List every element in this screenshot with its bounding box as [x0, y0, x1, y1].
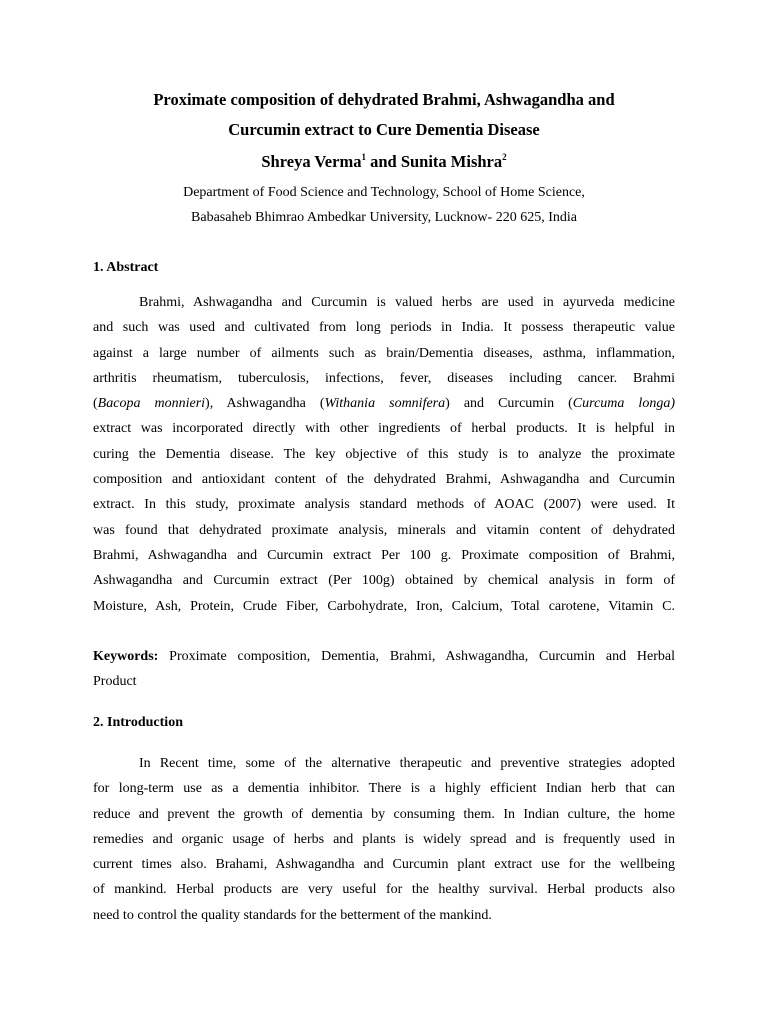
author-1: Shreya Verma — [261, 152, 362, 171]
author-2-affiliation-mark: 2 — [502, 152, 507, 162]
abstract-line: extract. In this study, proximate analysis standard methods of AOAC (2007) were used. It — [93, 497, 675, 513]
abstract-line-species — [93, 391, 675, 416]
introduction-line: In Recent time, some of the alternative therapeutic and preventive strategies adopted — [139, 756, 675, 771]
abstract-line: composition and antioxidant content of the dehydrated Brahmi, Ashwagandha and Curcumin — [93, 472, 675, 488]
abstract-line: against a large number of ailments such as brain/Dementia diseases, asthma, inflammation, — [93, 345, 675, 361]
author-conjunction: and — [365, 152, 401, 171]
species-name-curcuma: Curcuma longa) — [572, 396, 675, 412]
abstract-line: curing the Dementia disease. The key objective of this study is to analyze the proximate — [93, 446, 675, 462]
abstract-line: Ashwagandha and Curcumin extract (Per 100g) obtained by chemical analysis in form of — [93, 573, 675, 589]
introduction-line: remedies and organic usage of herbs and plants is widely spread and is frequently used in — [93, 831, 675, 847]
keywords-line-1 — [93, 644, 675, 669]
abstract-line: extract was incorporated directly with other ingredients of herbal products. It is helpful in — [93, 421, 675, 437]
abstract-line: and such was used and cultivated from long periods in India. It possess therapeutic value — [93, 320, 675, 336]
introduction-line: current times also. Brahami, Ashwagandha and Curcumin plant extract use for the wellbeing — [93, 857, 675, 873]
introduction-line: need to control the quality standards for the betterment of the mankind. — [93, 907, 492, 923]
species-text: ( — [93, 396, 98, 412]
introduction-line: for long-term use as a dementia inhibitor. There is a highly efficient Indian herb that can — [93, 781, 675, 797]
species-name-withania: Withania somnifera — [324, 396, 446, 412]
author-1-affiliation-mark: 1 — [361, 152, 366, 162]
abstract-line: was found that dehydrated proximate analysis, minerals and vitamin content of dehydrated — [93, 522, 675, 538]
species-text: ), Ashwagandha ( — [205, 396, 325, 412]
abstract-line: Brahmi, Ashwagandha and Curcumin extract Per 100 g. Proximate composition of Brahmi, — [93, 547, 675, 563]
paper-title-line-1: Proximate composition of dehydrated Brahmi, Ashwagandha and — [153, 90, 615, 109]
keywords-label: Keywords: — [93, 649, 159, 664]
abstract-paragraph — [93, 290, 675, 619]
affiliation-line-1: Department of Food Science and Technology, School of Home Science, — [183, 185, 585, 200]
keywords-line-2: Product — [93, 674, 137, 690]
introduction-line: of mankind. Herbal products are very useful for the healthy survival. Herbal products also — [93, 882, 675, 898]
abstract-line: Moisture, Ash, Protein, Crude Fiber, Carbohydrate, Iron, Calcium, Total carotene, Vitamin C. — [93, 598, 675, 614]
introduction-paragraph — [93, 751, 675, 928]
introduction-heading: 2. Introduction — [93, 715, 183, 730]
species-text: ) and Curcumin ( — [445, 396, 573, 412]
species-name-bacopa: Bacopa monnieri — [97, 396, 206, 412]
abstract-line: arthritis rheumatism, tuberculosis, infections, fever, diseases including cancer. Brahmi — [93, 370, 675, 386]
paper-title-line-2: Curcumin extract to Cure Dementia Disease — [228, 120, 540, 139]
abstract-heading: 1. Abstract — [93, 260, 159, 275]
keywords-list: Proximate composition, Dementia, Brahmi, Ashwagandha, Curcumin and Herbal — [158, 649, 675, 664]
affiliation-line-2: Babasaheb Bhimrao Ambedkar University, Lucknow- 220 625, India — [191, 210, 577, 225]
author-list — [60, 152, 708, 172]
keywords-paragraph — [93, 644, 675, 695]
author-2: Sunita Mishra — [400, 152, 503, 171]
introduction-line: reduce and prevent the growth of dementia by consuming them. In Indian culture, the home — [93, 806, 675, 822]
abstract-line: Brahmi, Ashwagandha and Curcumin is valued herbs are used in ayurveda medicine — [139, 295, 675, 310]
